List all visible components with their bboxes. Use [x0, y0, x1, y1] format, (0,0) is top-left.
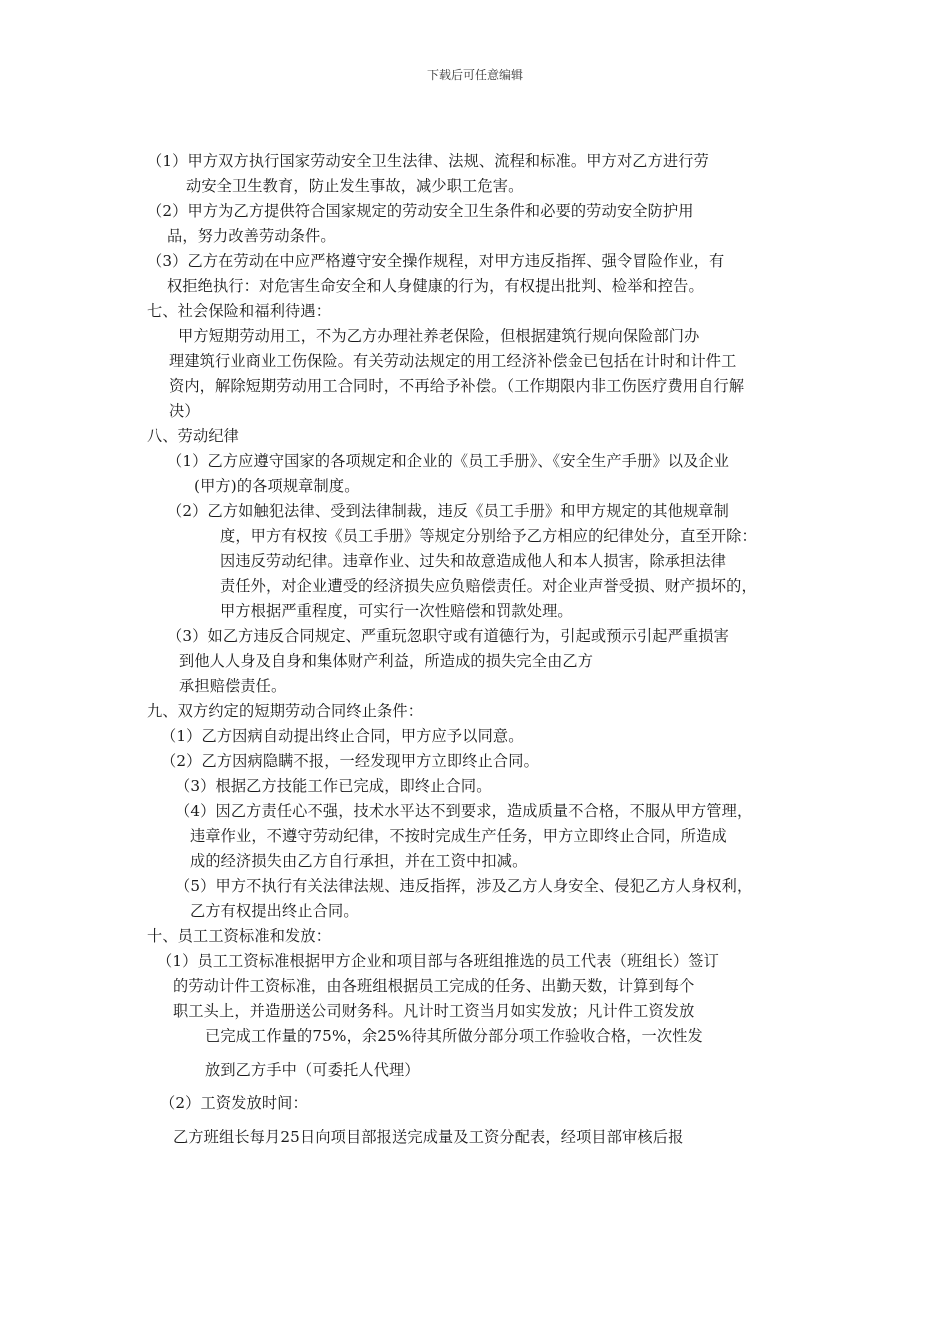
text-line: 已完成工作量的75%，余25%待其所做分部分项工作验收合格，一次性发 [205, 1027, 703, 1045]
text-line: 资内，解除短期劳动用工合同时，不再给予补偿。（工作期限内非工伤医疗费用自行解 [169, 377, 745, 395]
text-line: （1）乙方应遵守国家的各项规定和企业的《员工手册》、《安全生产手册》以及企业 [167, 452, 730, 470]
text-line: （4）因乙方责任心不强，技术水平达不到要求，造成质量不合格，不服从甲方管理， [175, 802, 753, 820]
section-heading: 九、双方约定的短期劳动合同终止条件： [147, 702, 424, 720]
text-line: （3）如乙方违反合同规定、严重玩忽职守或有道德行为，引起或预示引起严重损害 [167, 627, 729, 645]
text-line: 乙方有权提出终止合同。 [190, 902, 359, 920]
section-heading: 十、员工工资标准和发放： [147, 927, 332, 945]
text-line: 度，甲方有权按《员工手册》等规定分别给予乙方相应的纪律处分，直至开除： [220, 527, 757, 545]
text-line: （2）工资发放时间： [160, 1094, 308, 1112]
text-line: （2）甲方为乙方提供符合国家规定的劳动安全卫生条件和必要的劳动安全防护用 [147, 202, 694, 220]
text-line: 甲方短期劳动用工，不为乙方办理社养老保险，但根据建筑行规向保险部门办 [178, 327, 700, 345]
text-line: （1）员工工资标准根据甲方企业和项目部与各班组推选的员工代表（班组长）签订 [157, 952, 719, 970]
text-line: 动安全卫生教育，防止发生事故，减少职工危害。 [186, 177, 524, 195]
text-line: 决） [169, 402, 200, 420]
section-heading: 七、社会保险和福利待遇： [147, 302, 332, 320]
text-line: 放到乙方手中（可委托人代理） [205, 1061, 420, 1079]
text-line: 成的经济损失由乙方自行承担，并在工资中扣减。 [190, 852, 528, 870]
text-line: （2）乙方因病隐瞒不报，一经发现甲方立即终止合同。 [161, 752, 539, 770]
text-line: 理建筑行业商业工伤保险。有关劳动法规定的用工经济补偿金已包括在计时和计件工 [169, 352, 737, 370]
text-line: 到他人人身及自身和集体财产利益，所造成的损失完全由乙方 [179, 652, 594, 670]
text-line: 责任外，对企业遭受的经济损失应负赔偿责任。对企业声誉受损、财产损坏的， [220, 577, 757, 595]
text-line: 职工头上，并造册送公司财务科。凡计时工资当月如实发放；凡计件工资发放 [173, 1002, 695, 1020]
text-line: 因违反劳动纪律。违章作业、过失和故意造成他人和本人损害，除承担法律 [220, 552, 727, 570]
text-line: 的劳动计件工资标准，由各班组根据员工完成的任务、出勤天数，计算到每个 [173, 977, 695, 995]
text-line: 甲方根据严重程度，可实行一次性赔偿和罚款处理。 [220, 602, 573, 620]
text-line: (甲方)的各项规章制度。 [194, 477, 360, 495]
text-line: （3）根据乙方技能工作已完成，即终止合同。 [175, 777, 492, 795]
text-line: （1）甲方双方执行国家劳动安全卫生法律、法规、流程和标准。甲方对乙方进行劳 [147, 152, 709, 170]
page-header: 下载后可任意编辑 [426, 68, 523, 82]
text-line: （2）乙方如触犯法律、受到法律制裁，违反《员工手册》和甲方规定的其他规章制 [167, 502, 729, 520]
section-heading: 八、劳动纪律 [147, 427, 240, 445]
text-line: 违章作业，不遵守劳动纪律，不按时完成生产任务，甲方立即终止合同，所造成 [190, 827, 727, 845]
text-line: 乙方班组长每月25日向项目部报送完成量及工资分配表，经项目部审核后报 [173, 1128, 684, 1146]
text-line: 权拒绝执行：对危害生命安全和人身健康的行为，有权提出批判、检举和控告。 [167, 277, 704, 295]
text-line: （1）乙方因病自动提出终止合同，甲方应予以同意。 [161, 727, 524, 745]
text-line: （5）甲方不执行有关法律法规、违反指挥，涉及乙方人身安全、侵犯乙方人身权利， [175, 877, 753, 895]
text-line: 品，努力改善劳动条件。 [167, 227, 336, 245]
text-line: 承担赔偿责任。 [179, 677, 287, 695]
text-line: （3）乙方在劳动在中应严格遵守安全操作规程，对甲方违反指挥、强令冒险作业，有 [147, 252, 725, 270]
